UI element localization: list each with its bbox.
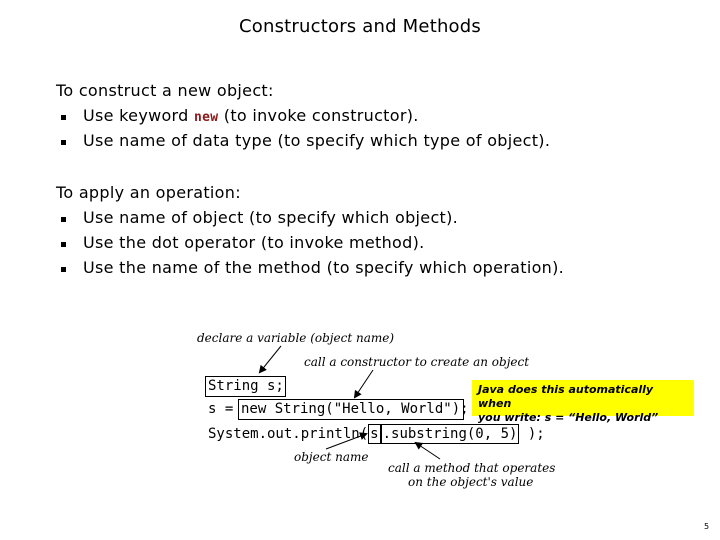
note-line1: Java does this automatically when — [478, 383, 654, 410]
arrow-to-method — [416, 443, 440, 459]
bullet-text-before: Use keyword — [83, 106, 194, 125]
code-line-declaration: String s; — [208, 378, 284, 394]
code-line-assignment-prefix: s = — [208, 401, 234, 417]
arrow-to-constructor — [355, 370, 373, 397]
bullet-text: Use the dot operator (to invoke method). — [83, 233, 425, 252]
arrow-to-object-name — [326, 434, 366, 449]
annotation-declare-variable: declare a variable (object name) — [197, 331, 395, 345]
annotation-object-name: object name — [294, 450, 369, 464]
method-call-box: .substring(0, 5) — [382, 426, 518, 442]
annotation-call-method-line1: call a method that operates — [388, 461, 556, 475]
bullet-text: Use name of object (to specify which object). — [83, 208, 459, 227]
operation-heading: To apply an operation: — [56, 183, 241, 202]
bullet-text: Use the name of the method (to specify which operation). — [83, 258, 565, 277]
bullet-text: Use name of data type (to specify which type of object). — [83, 131, 551, 150]
annotation-call-constructor: call a constructor to create an object — [304, 355, 530, 369]
auto-construct-note — [472, 380, 694, 424]
keyword-new: new — [194, 110, 219, 125]
object-name-box: s — [370, 426, 379, 442]
bullet-text-after: (to invoke constructor). — [218, 106, 419, 125]
construct-heading: To construct a new object: — [56, 81, 274, 100]
arrow-to-declaration — [260, 346, 281, 372]
slide-title: Constructors and Methods — [239, 16, 481, 37]
page-number: 5 — [704, 522, 710, 531]
annotation-call-method-line2: on the object's value — [408, 475, 534, 489]
println-suffix: ); — [519, 426, 545, 442]
println-prefix: System.out.println( — [208, 426, 369, 442]
note-line2: you write: s = “Hello, World” — [478, 411, 659, 424]
code-line-constructor: new String("Hello, World"); — [241, 401, 469, 417]
